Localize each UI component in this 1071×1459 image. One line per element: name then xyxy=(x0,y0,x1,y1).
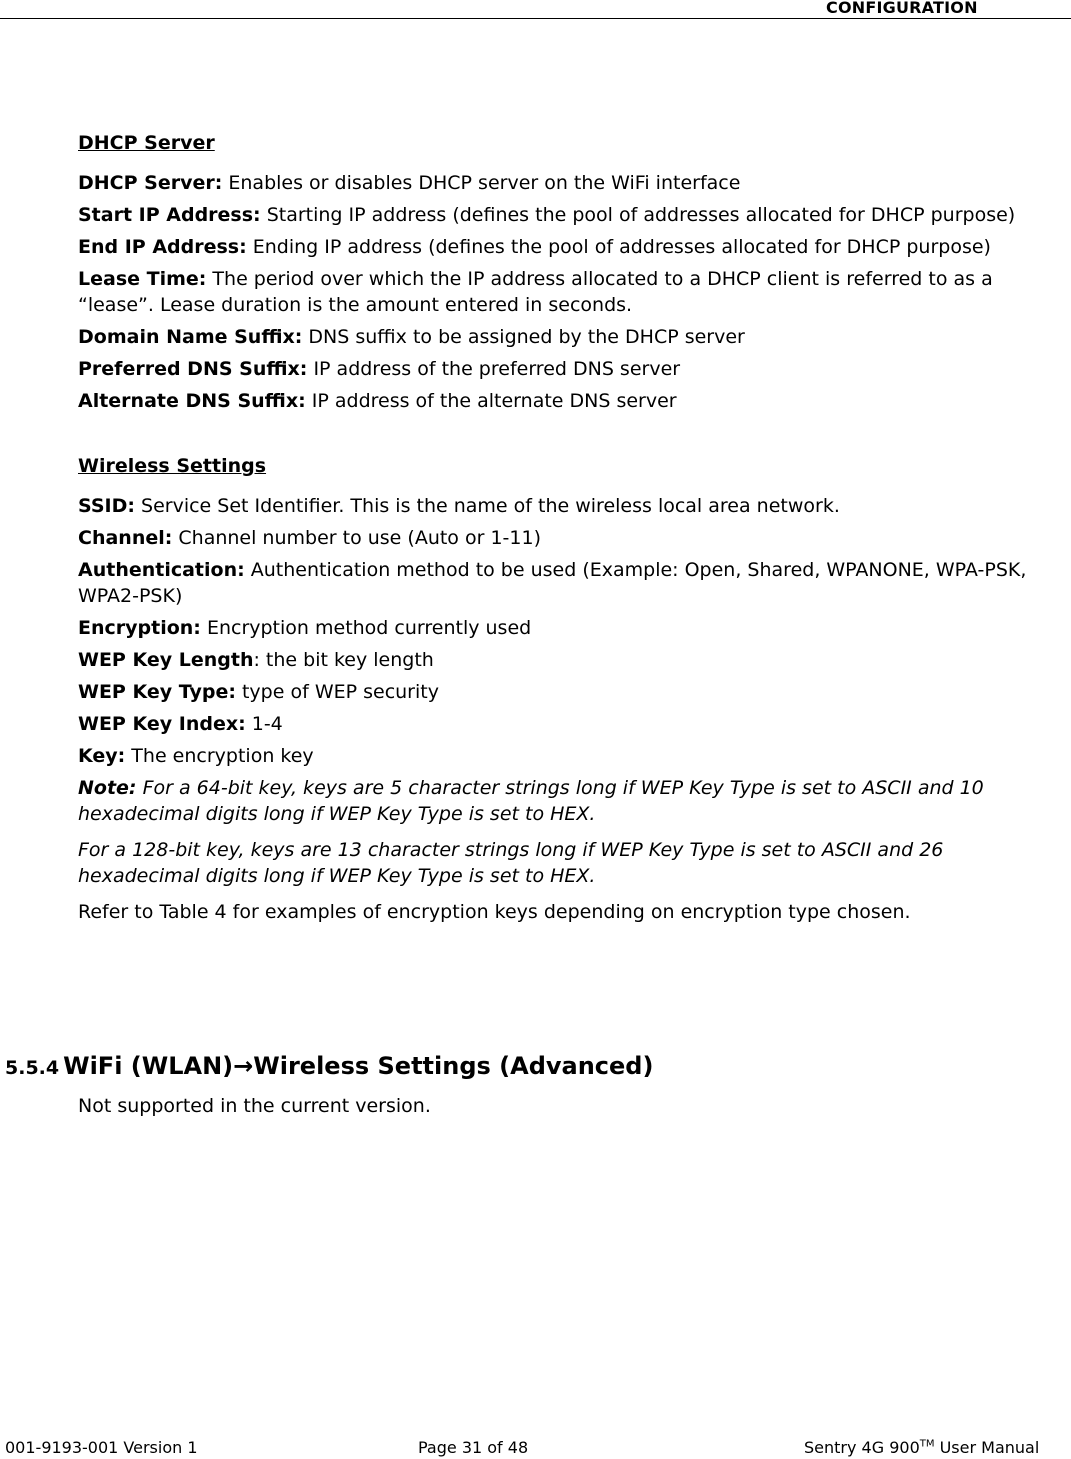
item-label: Start IP Address: xyxy=(78,204,261,226)
running-header-title: CONFIGURATION xyxy=(826,0,978,17)
item-text: The period over which the IP address allocated to a DHCP client is referred to as a “lease”. Lease duration is the amount entered in seconds. xyxy=(78,268,993,316)
wireless-item-authentication xyxy=(78,557,1063,609)
item-label: Authentication: xyxy=(78,559,245,581)
note-text: For a 64-bit key, keys are 5 character strings long if WEP Key Type is set to ASCII and 10 hexadecimal digits long if WEP Key Type is set to HEX. xyxy=(78,777,984,825)
item-label: End IP Address: xyxy=(78,236,247,258)
item-label: Encryption: xyxy=(78,617,201,639)
item-label: SSID: xyxy=(78,495,135,517)
header-rule xyxy=(0,18,1071,19)
note-label: Note: xyxy=(78,777,137,799)
footer-page-number: Page 31 of 48 xyxy=(418,1438,529,1457)
manual-label: User Manual xyxy=(934,1438,1040,1457)
item-text: Authentication method to be used (Example: Open, Shared, WPANONE, WPA-PSK, WPA2-PSK) xyxy=(78,559,1027,607)
wireless-item-ssid xyxy=(78,493,1063,519)
footer-doc-id: 001-9193-001 Version 1 xyxy=(5,1438,198,1457)
item-label: WEP Key Length xyxy=(78,649,254,671)
trademark: TM xyxy=(919,1438,935,1450)
item-text: type of WEP security xyxy=(235,681,439,703)
item-label: Alternate DNS Suffix: xyxy=(78,390,306,412)
item-text: Starting IP address (defines the pool of addresses allocated for DHCP purpose) xyxy=(260,204,1016,226)
item-label: Key: xyxy=(78,745,126,767)
wireless-item-wep-key-index xyxy=(78,711,1063,737)
section-number: 5.5.4 xyxy=(5,1057,60,1079)
item-label: WEP Key Type: xyxy=(78,681,236,703)
item-text: 1-4 xyxy=(245,713,283,735)
section-heading-5-5-4 xyxy=(5,1052,653,1080)
item-text: Ending IP address (defines the pool of addresses allocated for DHCP purpose) xyxy=(246,236,991,258)
wireless-item-encryption xyxy=(78,615,1063,641)
dhcp-item-domain-suffix xyxy=(78,324,1063,350)
refer-table-text: Refer to Table 4 for examples of encryption keys depending on encryption type chosen. xyxy=(78,901,911,923)
wireless-item-channel xyxy=(78,525,1063,551)
item-label: Channel: xyxy=(78,527,173,549)
wireless-item-wep-key-type xyxy=(78,679,1063,705)
page-body xyxy=(78,130,1063,931)
dhcp-item-dhcp-server xyxy=(78,170,1063,196)
item-text: IP address of the preferred DNS server xyxy=(307,358,681,380)
item-text: The encryption key xyxy=(125,745,314,767)
arrow-right-icon: → xyxy=(233,1052,254,1080)
note-128bit: For a 128-bit key, keys are 13 character strings long if WEP Key Type is set to ASCII and 26 hexadecimal digits long if WEP Key Type is set to HEX. xyxy=(78,839,944,887)
section-body-text: Not supported in the current version. xyxy=(78,1095,431,1117)
product-name: Sentry 4G 900 xyxy=(804,1438,920,1457)
item-text: IP address of the alternate DNS server xyxy=(305,390,677,412)
wireless-section-title: Wireless Settings xyxy=(78,455,267,477)
dhcp-section-title: DHCP Server xyxy=(78,132,215,154)
item-label: WEP Key Index: xyxy=(78,713,246,735)
wireless-item-key xyxy=(78,743,1063,769)
dhcp-item-start-ip xyxy=(78,202,1063,228)
item-label: DHCP Server: xyxy=(78,172,223,194)
dhcp-item-lease-time xyxy=(78,266,1063,318)
item-label: Preferred DNS Suffix: xyxy=(78,358,308,380)
section-title-left: WiFi (WLAN) xyxy=(63,1052,234,1080)
section-title-right: Wireless Settings (Advanced) xyxy=(253,1052,654,1080)
section-spacer xyxy=(78,420,1063,453)
item-text: Channel number to use (Auto or 1-11) xyxy=(172,527,541,549)
item-text: Encryption method currently used xyxy=(200,617,532,639)
item-label: Lease Time: xyxy=(78,268,207,290)
dhcp-item-preferred-dns xyxy=(78,356,1063,382)
item-text: : the bit key length xyxy=(253,649,434,671)
item-text: Service Set Identifier. This is the name of the wireless local area network. xyxy=(134,495,840,517)
footer-product xyxy=(804,1438,1039,1457)
wireless-item-wep-key-length xyxy=(78,647,1063,673)
dhcp-item-end-ip xyxy=(78,234,1063,260)
item-text: Enables or disables DHCP server on the WiFi interface xyxy=(222,172,741,194)
dhcp-item-alternate-dns xyxy=(78,388,1063,414)
note-64bit xyxy=(78,775,1063,827)
item-label: Domain Name Suffix: xyxy=(78,326,303,348)
item-text: DNS suffix to be assigned by the DHCP server xyxy=(302,326,745,348)
